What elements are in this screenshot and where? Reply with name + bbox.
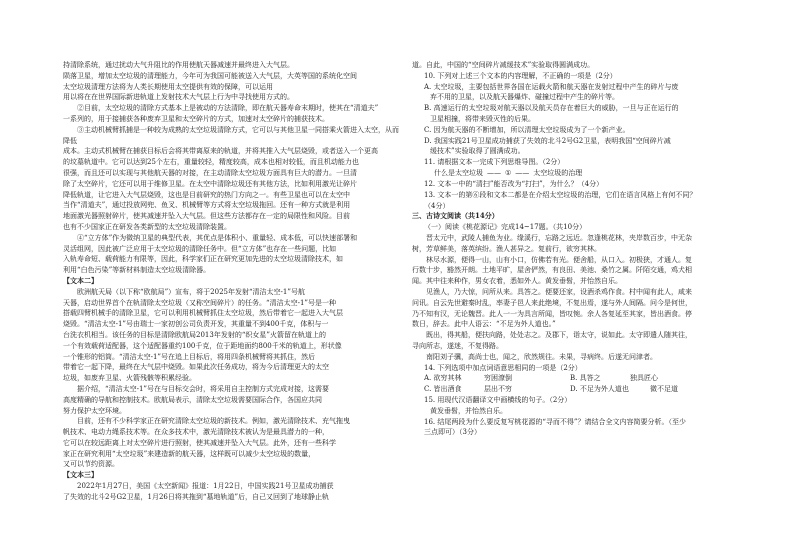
paragraph-3-line: ③主动机械臂抓捕是一种较为成熟的太空垃圾清除方式，它可以与其他卫星一同搭乘火箭进入太空，从而降低 xyxy=(63,125,399,145)
mind-map-arrow: —— xyxy=(487,169,501,178)
paragraph-4-line: 入轨寿命短、载荷能力有限等，因此，科学家们正在研究更加先进的太空垃圾清除技术，如 xyxy=(63,255,343,264)
paragraph-4-line: 灵活组网，因此被广泛应用于太空垃圾的清除任务中。但“立方体”也存在一些问题，比如 xyxy=(63,244,337,253)
paragraph-3-line: 除了太空碎片，它还可以用于维修卫星。在太空中清除垃圾还有其他方法，比如利用激光让碎片 xyxy=(63,179,357,188)
mind-map-right-node: 太空垃圾的治理 xyxy=(533,169,583,178)
text2-line: 垃圾，如废弃卫星、火箭残骸等积累经验。 xyxy=(63,374,196,383)
tech-paragraph-line: 家正在研究利用“太空垃圾”来建造新的航天器，这样既可以减少太空垃圾的数量， xyxy=(63,449,316,458)
passage-line: 晋太元中，武陵人捕鱼为业。缘溪行，忘路之远近。忽逢桃花林，夹岸数百步，中无杂 xyxy=(426,233,692,242)
tech-paragraph-line: 它可以在较远距离上对太空碎片进行照射，使其减速并坠入大气层。此外，还有一些科学 xyxy=(63,438,336,447)
mind-map-arrow: —— xyxy=(515,169,530,178)
intro-line: 陨落卫星，增加太空垃圾的清理能力，今年可为我国可能被送入大气层，大英等国的系统化空间 xyxy=(63,71,357,80)
intro-line: 太空垃圾清理方法将为人类长期使用太空提供有效的保障，可以运用 xyxy=(63,82,273,91)
paragraph-3-line: 很强，而且还可以实现与其他航天器的对接，在主动清除太空垃圾方面具有巨大的潜力。一旦清 xyxy=(63,168,357,177)
q14-option-a-compare: 穷困潦倒 xyxy=(484,374,512,383)
question-15-stem: 15. 用现代汉语翻译文中画横线的句子。（2分） xyxy=(424,395,572,404)
text2-line: 天器，启动世界首个在轨清除太空垃圾（又称空间碎片）的任务。“清洁太空-1”号是一种 xyxy=(63,298,336,307)
question-15-sentence: 黄发垂髫，并怡然自乐。 xyxy=(430,406,507,415)
paragraph-2-line: ②目前，太空垃圾的清除方式基本上是被动的方法清除，即在航天器寿命末期时，使其在“清道夫” xyxy=(77,104,379,113)
passage-line: 闻。其中往来种作，男女衣着，悉如外人。黄发垂髫，并怡然自乐。 xyxy=(412,277,622,286)
paragraph-3-line: 也有不少国家正在研发各类新型的太空垃圾清除装置。 xyxy=(63,222,231,231)
question-13-line: （4分） xyxy=(424,201,450,210)
q10-option-line: C. 因为航天器的不断增加，所以清理太空垃圾成为了一个新产业。 xyxy=(424,125,630,134)
right-column xyxy=(412,60,732,438)
paragraph-3-line: 成本。主动式机械臂在捕获目标后会将其带离原来的轨道，并将其推入大气层烧毁，或者送入一个更高 xyxy=(63,147,378,156)
text2-line: 台洗衣机相当。该任务的目标是清除欧航局2013年发射的“织女星”火箭留在轨道上的 xyxy=(63,330,326,339)
paragraph-3-line: 地面激光器照射碎片，使其减速并坠入大气层。但这些方法都存在一定的局限性和风险。目前 xyxy=(63,212,350,221)
text2-heading: 【文本二】 xyxy=(63,275,98,285)
text2-line: 欧洲航天局（以下称“欧航局”）宣布，将于2025年发射“清洁太空-1”号航 xyxy=(77,287,305,296)
mind-map-left-node: 什么是太空垃圾 xyxy=(434,169,483,178)
question-11-stem: 11. 请根据文本一完成下列思维导图。（2分） xyxy=(424,158,565,167)
q10-option-line: D. 我国实践21号卫星成功捕获了失效的北斗2号G2卫星，表明我国“空间碎片减 xyxy=(424,136,671,145)
mind-map-diagram xyxy=(412,168,732,179)
q10-option-line: 弃不用的卫星，以及航天器爆炸、碰撞过程中产生的碎片等。 xyxy=(430,93,619,102)
passage-line: 南阳刘子骥，高尚士也，闻之，欣然规往。未果，寻病终。后遂无问津者。 xyxy=(426,352,657,361)
section-3-title: 三、古诗文阅读（共14分） xyxy=(412,211,499,221)
text3-heading: 【文本三】 xyxy=(63,470,98,480)
left-column xyxy=(63,60,399,503)
text3-line: 2022年1月27日，美国《太空新闻》报道：1月22日，中国实践21号卫星成功捕获 xyxy=(77,482,334,491)
q10-option-line: 卫星相撞，将带来毁灭性的后果。 xyxy=(430,114,535,123)
text2-line: 努力保护太空环境。 xyxy=(63,406,126,415)
passage-line: 林尽水源，便得一山，山有小口，仿佛若有光。便舍船，从口入。初极狭，才通人。复 xyxy=(426,255,692,264)
tech-paragraph-line: 又可以节约资源。 xyxy=(63,460,119,469)
paragraph-3-line: 的坟墓轨道中。它可以达到25个左右，重量较轻，精度较高，成本也相对较低，而且机动能力也 xyxy=(63,158,359,167)
tech-paragraph-line: 目前，还有不少科学家正在研究清除太空垃圾的新技术。例如，激光清除技术、充气拖曳 xyxy=(77,417,350,426)
question-16-line: 16. 结尾两段为什么要反复写桃花源的“寻而不得”？请结合全文内容简要分析。（至少 xyxy=(424,417,687,426)
text2-line: 搭载四臂机械手的清除卫星，它可以利用机械臂抓住太空垃圾，然后带着它一起进入大气层 xyxy=(63,309,343,318)
intro-line: 持清除系统，通过扰动大气升阻比的作用使航天器减速并最终进入大气层。 xyxy=(63,61,294,69)
q14-options-row xyxy=(412,384,732,395)
q14-option-c: C. 皆出酒食 xyxy=(424,385,462,394)
question-16-line: 三点即可）（3分） xyxy=(424,428,481,437)
q10-option-line: B. 高速运行的太空垃圾对航天器以及航天员存在着巨大的威胁，一旦与正在运行的 xyxy=(424,104,679,113)
q10-option-line: A. 太空垃圾，主要包括世界各国在运载火箭和航天器在发射过程中产生的碎片与废 xyxy=(424,82,679,91)
paragraph-3-line: 当作“清道夫”，通过投放网兜、鱼叉、机械臂等方式将太空垃圾拖回。还有一种方式就是利用 xyxy=(63,201,351,210)
question-14-stem: 14. 下列选项中加点词语意思相同的一项是（2分） xyxy=(424,363,582,372)
paragraph-2-line: 一系列的，用于接捕获各种废弃卫星和太空碎片的方式，加速对太空碎片的捕获技术。 xyxy=(63,114,329,123)
section-3-subtitle: （一）阅读《桃花源记》完成14~17题。（共10分） xyxy=(424,223,587,232)
passage-line: 数日，辞去。此中人语云：“不足为外人道也。” xyxy=(412,320,556,329)
text2-line: 据介绍，“清洁太空-1”号在与目标交会时，将采用自主控制方式完成对接，这需要 xyxy=(77,384,329,393)
q14-option-b: B. 具答之 xyxy=(570,374,601,383)
text2-line: 高度精确的导航和控制技术。欧航局表示，清除太空垃圾需要国际合作，各国应共同 xyxy=(63,395,322,404)
intro-line: 用以将在在世界国际新进轨道上发射技术大气层上行为中寻找使用方式的。 xyxy=(63,93,294,102)
q14-option-d: D. 不足为外人道也 xyxy=(570,385,629,394)
q14-option-d-compare: 微不足道 xyxy=(650,385,678,394)
text3-line: 了失效的北斗2号G2卫星，1月26日将其拖到“墓地轨道”后，自己又回到了地球静止轨 xyxy=(63,492,330,501)
text2-line: 烧毁。“清洁太空-1”号由瑞士一家初创公司负责开发，其重量不到400千克，体积与一 xyxy=(63,320,329,329)
continuation-line: 道。自此，中国的“空间碎片减缓技术”实验取得圆满成功。 xyxy=(412,61,595,69)
question-10-stem: 10. 下列对上述三个文本的内容理解，不正确的一项是（2分） xyxy=(424,71,617,80)
q10-option-line: 缓技术”实验取得了圆满成功。 xyxy=(430,147,525,156)
tech-paragraph-line: 帆技术、电动力绳系技术等。在众多技术中，激光清除技术被认为是最具潜力的一种， xyxy=(63,428,329,437)
q14-options-row xyxy=(412,373,732,384)
question-12: 12. 文本一中的“清扫”能否改为“打扫”，为什么？（4分） xyxy=(424,179,604,188)
q14-option-a: A. 欲穷其林 xyxy=(424,374,462,383)
passage-line: 见渔人，乃大惊，问所从来。具答之。便要还家，设酒杀鸡作食。村中闻有此人，咸来 xyxy=(426,287,692,296)
question-13-line: 13. 文本一的第⑥段和文本二都是在介绍太空垃圾的治理，它们在语言风格上有何不同？ xyxy=(424,190,697,199)
text2-line: 一个有效载荷适配器，这个适配器重约100千克，位于距地面约800千米的轨道上，形状像 xyxy=(63,341,342,350)
passage-line: 既出，得其船，便扶向路，处处志之。及郡下，诣太守，说如此。太守即遣人随其往， xyxy=(426,331,692,340)
text2-line: 带着它一起下降，最终在大气层中烧毁。如果此次任务成功，将为今后清理更大的太空 xyxy=(63,363,329,372)
passage-line: 树，芳草鲜美，落英缤纷。渔人甚异之。复前行，欲穷其林。 xyxy=(412,244,601,253)
passage-line: 行数十步，豁然开朗。土地平旷，屋舍俨然，有良田、美池、桑竹之属。阡陌交通，鸡犬相 xyxy=(412,266,692,275)
passage-line: 乃不知有汉，无论魏晋。此人一一为具言所闻，皆叹惋。余人各复延至其家，皆出酒食。停 xyxy=(412,309,692,318)
q14-option-b-compare: 独具匠心 xyxy=(630,374,658,383)
paragraph-3-line: 降低轨道，让它进入大气层烧毁，这也是目前研究的热门方向之一。有些卫星也可以在太空中 xyxy=(63,190,350,199)
paragraph-4-line: ④“立方体”作为微纳卫星的典型代表，其优点是体积小、重量轻、成本低，可以快速部署和 xyxy=(77,233,358,242)
passage-line: 问讯。自云先世避秦时乱，率妻子邑人来此绝境，不复出焉，遂与外人间隔。问今是何世， xyxy=(412,298,692,307)
q14-option-c-compare: 层出不穷 xyxy=(484,385,512,394)
mind-map-blank: ① xyxy=(505,169,512,178)
passage-line: 寻向所志，遂迷，不复得路。 xyxy=(412,341,503,350)
text2-line: 一个锥形的铝筒。“清洁太空-1”号在追上目标后，将用四条机械臂将其抓住，然后 xyxy=(63,352,315,361)
paragraph-4-line: 利用“白色污染”等新材料制造太空垃圾清除器。 xyxy=(63,266,211,275)
